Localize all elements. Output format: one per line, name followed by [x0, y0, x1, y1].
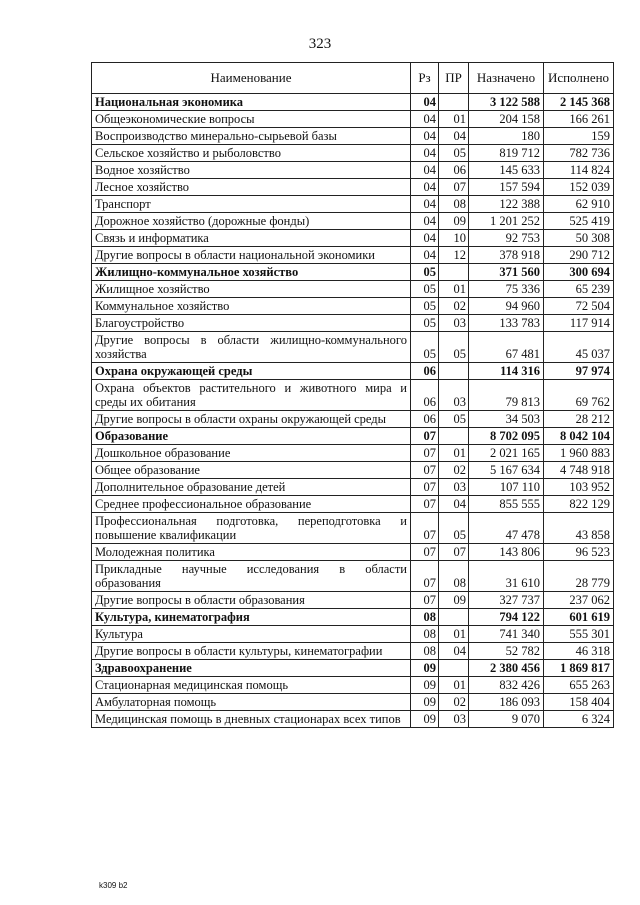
row-executed: 6 324: [544, 711, 614, 728]
table-row: [92, 643, 614, 660]
table-row: [92, 332, 614, 363]
row-executed: 50 308: [544, 230, 614, 247]
row-name: Дорожное хозяйство (дорожные фонды): [92, 213, 411, 230]
row-planned: 143 806: [469, 544, 544, 561]
row-pr: 06: [439, 162, 469, 179]
row-planned: 371 560: [469, 264, 544, 281]
row-executed: 96 523: [544, 544, 614, 561]
table-row: [92, 544, 614, 561]
row-planned: 327 737: [469, 592, 544, 609]
row-planned: 5 167 634: [469, 462, 544, 479]
row-pr: 05: [439, 513, 469, 544]
row-pr: 01: [439, 626, 469, 643]
row-planned: 114 316: [469, 363, 544, 380]
row-pr: 12: [439, 247, 469, 264]
row-planned: 186 093: [469, 694, 544, 711]
row-pr: 05: [439, 145, 469, 162]
row-name: Охрана объектов растительного и животного мира и среды их обитания: [92, 380, 411, 411]
row-pr: 02: [439, 298, 469, 315]
row-rz: 04: [411, 111, 439, 128]
row-rz: 08: [411, 609, 439, 626]
row-rz: 04: [411, 196, 439, 213]
row-name: Национальная экономика: [92, 94, 411, 111]
row-rz: 04: [411, 179, 439, 196]
row-rz: 08: [411, 643, 439, 660]
row-rz: 04: [411, 128, 439, 145]
row-rz: 09: [411, 711, 439, 728]
row-pr: 01: [439, 111, 469, 128]
row-executed: 45 037: [544, 332, 614, 363]
row-executed: 525 419: [544, 213, 614, 230]
row-pr: 04: [439, 128, 469, 145]
row-name: Культура, кинематография: [92, 609, 411, 626]
row-pr: 08: [439, 561, 469, 592]
table-row: [92, 462, 614, 479]
row-name: Общеэкономические вопросы: [92, 111, 411, 128]
section-row: [92, 428, 614, 445]
row-executed: 158 404: [544, 694, 614, 711]
row-planned: 145 633: [469, 162, 544, 179]
row-name: Молодежная политика: [92, 544, 411, 561]
table-row: [92, 128, 614, 145]
row-pr: 01: [439, 677, 469, 694]
row-rz: 07: [411, 479, 439, 496]
row-name: Медицинская помощь в дневных стационарах всех типов: [92, 711, 411, 728]
row-rz: 07: [411, 496, 439, 513]
row-rz: 07: [411, 428, 439, 445]
row-rz: 09: [411, 694, 439, 711]
row-pr: 03: [439, 711, 469, 728]
row-name: Другие вопросы в области образования: [92, 592, 411, 609]
row-planned: 204 158: [469, 111, 544, 128]
row-pr: 02: [439, 462, 469, 479]
row-rz: 05: [411, 298, 439, 315]
table-row: [92, 513, 614, 544]
header-planned: Назначено: [469, 63, 544, 94]
row-executed: 69 762: [544, 380, 614, 411]
row-name: Связь и информатика: [92, 230, 411, 247]
row-name: Дополнительное образование детей: [92, 479, 411, 496]
table-row: [92, 592, 614, 609]
row-pr: 03: [439, 315, 469, 332]
row-rz: 04: [411, 162, 439, 179]
row-pr: [439, 264, 469, 281]
row-planned: 2 021 165: [469, 445, 544, 462]
row-rz: 09: [411, 660, 439, 677]
row-executed: 152 039: [544, 179, 614, 196]
header-name: Наименование: [92, 63, 411, 94]
row-name: Транспорт: [92, 196, 411, 213]
row-planned: 122 388: [469, 196, 544, 213]
row-pr: 07: [439, 179, 469, 196]
row-planned: 1 201 252: [469, 213, 544, 230]
row-planned: 79 813: [469, 380, 544, 411]
table-row: [92, 196, 614, 213]
row-executed: 555 301: [544, 626, 614, 643]
row-name: Культура: [92, 626, 411, 643]
row-pr: 03: [439, 380, 469, 411]
row-name: Прикладные научные исследования в области образования: [92, 561, 411, 592]
row-executed: 103 952: [544, 479, 614, 496]
row-rz: 05: [411, 332, 439, 363]
table-row: [92, 111, 614, 128]
row-planned: 67 481: [469, 332, 544, 363]
table-row: [92, 694, 614, 711]
row-name: Жилищное хозяйство: [92, 281, 411, 298]
row-pr: [439, 363, 469, 380]
row-rz: 04: [411, 230, 439, 247]
row-pr: [439, 609, 469, 626]
table-row: [92, 626, 614, 643]
row-planned: 92 753: [469, 230, 544, 247]
row-executed: 72 504: [544, 298, 614, 315]
row-name: Лесное хозяйство: [92, 179, 411, 196]
row-name: Амбулаторная помощь: [92, 694, 411, 711]
row-planned: 75 336: [469, 281, 544, 298]
row-executed: 2 145 368: [544, 94, 614, 111]
section-row: [92, 609, 614, 626]
row-executed: 8 042 104: [544, 428, 614, 445]
row-pr: 09: [439, 213, 469, 230]
row-planned: 794 122: [469, 609, 544, 626]
row-pr: 05: [439, 411, 469, 428]
table-row: [92, 677, 614, 694]
table-row: [92, 145, 614, 162]
row-planned: 94 960: [469, 298, 544, 315]
row-executed: 65 239: [544, 281, 614, 298]
row-name: Другие вопросы в области культуры, кинематографии: [92, 643, 411, 660]
row-planned: 157 594: [469, 179, 544, 196]
row-planned: 47 478: [469, 513, 544, 544]
row-name: Водное хозяйство: [92, 162, 411, 179]
row-executed: 62 910: [544, 196, 614, 213]
table-row: [92, 179, 614, 196]
row-executed: 28 779: [544, 561, 614, 592]
row-rz: 07: [411, 513, 439, 544]
row-pr: 01: [439, 445, 469, 462]
row-planned: 3 122 588: [469, 94, 544, 111]
row-executed: 237 062: [544, 592, 614, 609]
table-row: [92, 162, 614, 179]
row-rz: 04: [411, 145, 439, 162]
row-rz: 07: [411, 445, 439, 462]
row-planned: 180: [469, 128, 544, 145]
table-row: [92, 213, 614, 230]
row-executed: 159: [544, 128, 614, 145]
row-rz: 04: [411, 94, 439, 111]
section-row: [92, 363, 614, 380]
table-body: [92, 94, 614, 728]
row-pr: 07: [439, 544, 469, 561]
row-name: Дошкольное образование: [92, 445, 411, 462]
row-rz: 09: [411, 677, 439, 694]
row-planned: 107 110: [469, 479, 544, 496]
row-executed: 166 261: [544, 111, 614, 128]
header-rz: Рз: [411, 63, 439, 94]
row-pr: 09: [439, 592, 469, 609]
row-rz: 07: [411, 462, 439, 479]
row-executed: 4 748 918: [544, 462, 614, 479]
row-planned: 8 702 095: [469, 428, 544, 445]
row-planned: 9 070: [469, 711, 544, 728]
row-executed: 655 263: [544, 677, 614, 694]
row-planned: 31 610: [469, 561, 544, 592]
row-executed: 97 974: [544, 363, 614, 380]
row-planned: 2 380 456: [469, 660, 544, 677]
row-name: Благоустройство: [92, 315, 411, 332]
row-name: Сельское хозяйство и рыболовство: [92, 145, 411, 162]
row-planned: 819 712: [469, 145, 544, 162]
row-pr: 05: [439, 332, 469, 363]
row-rz: 07: [411, 561, 439, 592]
row-planned: 133 783: [469, 315, 544, 332]
table-row: [92, 315, 614, 332]
row-executed: 114 824: [544, 162, 614, 179]
row-pr: 01: [439, 281, 469, 298]
section-row: [92, 660, 614, 677]
row-rz: 05: [411, 264, 439, 281]
budget-table: [91, 62, 614, 728]
table-header-row: [92, 63, 614, 94]
table-row: [92, 561, 614, 592]
row-pr: [439, 660, 469, 677]
row-executed: 300 694: [544, 264, 614, 281]
row-name: Охрана окружающей среды: [92, 363, 411, 380]
table-row: [92, 411, 614, 428]
row-rz: 04: [411, 213, 439, 230]
row-rz: 06: [411, 380, 439, 411]
row-rz: 05: [411, 315, 439, 332]
row-planned: 34 503: [469, 411, 544, 428]
table-row: [92, 230, 614, 247]
row-rz: 05: [411, 281, 439, 298]
row-pr: 04: [439, 496, 469, 513]
row-pr: 08: [439, 196, 469, 213]
row-name: Коммунальное хозяйство: [92, 298, 411, 315]
row-rz: 07: [411, 592, 439, 609]
row-name: Жилищно-коммунальное хозяйство: [92, 264, 411, 281]
table-row: [92, 496, 614, 513]
row-executed: 46 318: [544, 643, 614, 660]
row-planned: 832 426: [469, 677, 544, 694]
row-executed: 601 619: [544, 609, 614, 626]
row-executed: 782 736: [544, 145, 614, 162]
row-executed: 43 858: [544, 513, 614, 544]
table-row: [92, 711, 614, 728]
table-row: [92, 445, 614, 462]
row-rz: 06: [411, 363, 439, 380]
row-pr: 10: [439, 230, 469, 247]
table-row: [92, 380, 614, 411]
header-executed: Исполнено: [544, 63, 614, 94]
row-name: Воспроизводство минерально-сырьевой базы: [92, 128, 411, 145]
row-pr: [439, 428, 469, 445]
row-executed: 1 869 817: [544, 660, 614, 677]
table-row: [92, 298, 614, 315]
row-rz: 08: [411, 626, 439, 643]
row-executed: 28 212: [544, 411, 614, 428]
row-name: Другие вопросы в области охраны окружающей среды: [92, 411, 411, 428]
table-row: [92, 247, 614, 264]
table-row: [92, 479, 614, 496]
row-name: Образование: [92, 428, 411, 445]
row-name: Общее образование: [92, 462, 411, 479]
row-pr: 04: [439, 643, 469, 660]
row-executed: 117 914: [544, 315, 614, 332]
row-name: Стационарная медицинская помощь: [92, 677, 411, 694]
row-rz: 07: [411, 544, 439, 561]
header-pr: ПР: [439, 63, 469, 94]
row-executed: 1 960 883: [544, 445, 614, 462]
row-planned: 378 918: [469, 247, 544, 264]
row-planned: 52 782: [469, 643, 544, 660]
row-name: Профессиональная подготовка, переподготовка и повышение квалификации: [92, 513, 411, 544]
row-executed: 290 712: [544, 247, 614, 264]
row-pr: 03: [439, 479, 469, 496]
row-name: Среднее профессиональное образование: [92, 496, 411, 513]
row-planned: 741 340: [469, 626, 544, 643]
table-row: [92, 281, 614, 298]
row-pr: 02: [439, 694, 469, 711]
row-pr: [439, 94, 469, 111]
row-name: Другие вопросы в области жилищно-коммунального хозяйства: [92, 332, 411, 363]
page-number: 323: [308, 36, 332, 52]
row-name: Другие вопросы в области национальной экономики: [92, 247, 411, 264]
row-executed: 822 129: [544, 496, 614, 513]
row-rz: 04: [411, 247, 439, 264]
section-row: [92, 264, 614, 281]
row-name: Здравоохранение: [92, 660, 411, 677]
row-rz: 06: [411, 411, 439, 428]
section-row: [92, 94, 614, 111]
row-planned: 855 555: [469, 496, 544, 513]
footer-code: k309 b2: [99, 881, 128, 890]
